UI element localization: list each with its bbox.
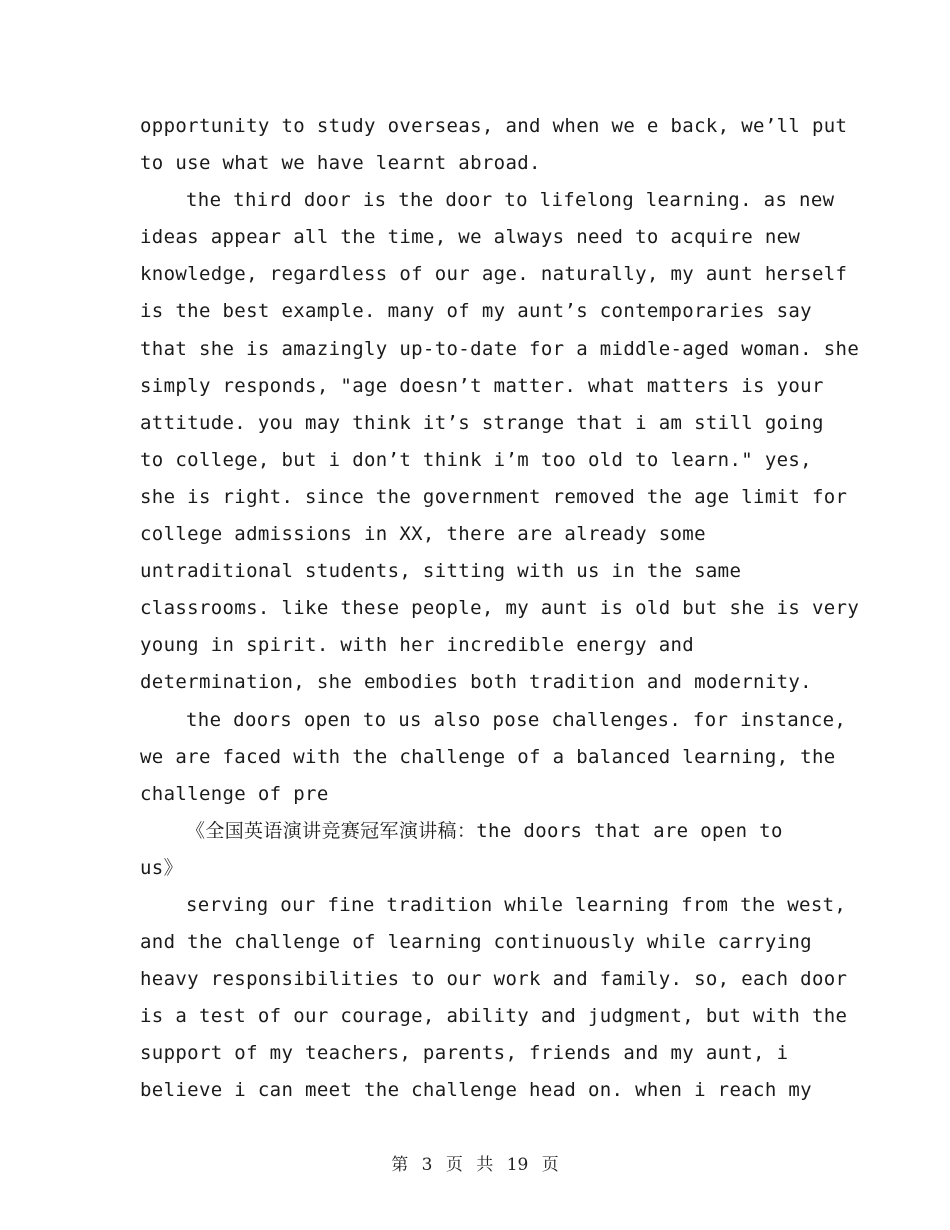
text-line: determination, she embodies both tradition and modernity. [140,671,812,694]
text-line: she is right. since the government removed the age limit for [140,485,848,508]
text-line: simply responds, "age doesn’t matter. what matters is your [140,374,824,397]
footer-prefix: 第 [391,1155,409,1175]
document-body [140,108,860,1110]
paragraph-start-line: the doors open to us also pose challenges. for instance, [186,708,847,731]
paragraph-start-line: serving our fine tradition while learning from the west, [186,893,847,916]
text-line: believe i can meet the challenge head on. when i reach my [140,1079,812,1102]
text-line: to college, but i don’t think i’m too old to learn." yes, [140,448,812,471]
text-line: attitude. you may think it’s strange that i am still going [140,411,824,434]
section-title-line: us》 [140,856,183,879]
text-line: we are faced with the challenge of a balanced learning, the [140,745,836,768]
text-line: support of my teachers, parents, friends and my aunt, i [140,1042,789,1065]
text-line: heavy responsibilities to our work and family. so, each door [140,968,848,991]
footer-total-word: 共 [476,1155,494,1175]
page-footer [0,1150,950,1175]
footer-suffix: 页 [541,1155,559,1175]
text-line: opportunity to study overseas, and when we e back, we’ll put [140,115,848,137]
text-line: classrooms. like these people, my aunt is old but she is very [140,597,860,620]
text-line: and the challenge of learning continuously while carrying [140,931,812,954]
text-line: is the best example. many of my aunt’s contemporaries say [140,300,812,323]
text-line: that she is amazingly up-to-date for a middle-aged woman. she [140,337,860,360]
footer-page-word: 页 [445,1155,463,1175]
text-line: knowledge, regardless of our age. naturally, my aunt herself [140,263,848,286]
text-line: to use what we have learnt abroad. [140,152,541,175]
text-line: ideas appear all the time, we always need to acquire new [140,226,801,249]
paragraph-start-line: the third door is the door to lifelong learning. as new [186,189,835,212]
footer-total-pages: 19 [506,1155,529,1175]
footer-page-number: 3 [421,1155,433,1175]
text-line: is a test of our courage, ability and judgment, but with the [140,1005,848,1028]
text-line: untraditional students, sitting with us in the same [140,560,742,583]
text-line: challenge of pre [140,782,329,805]
section-title-line: 《全国英语演讲竞赛冠军演讲稿：the doors that are open to [186,819,783,842]
text-line: young in spirit. with her incredible energy and [140,634,695,657]
text-line: college admissions in XX, there are already some [140,523,706,546]
